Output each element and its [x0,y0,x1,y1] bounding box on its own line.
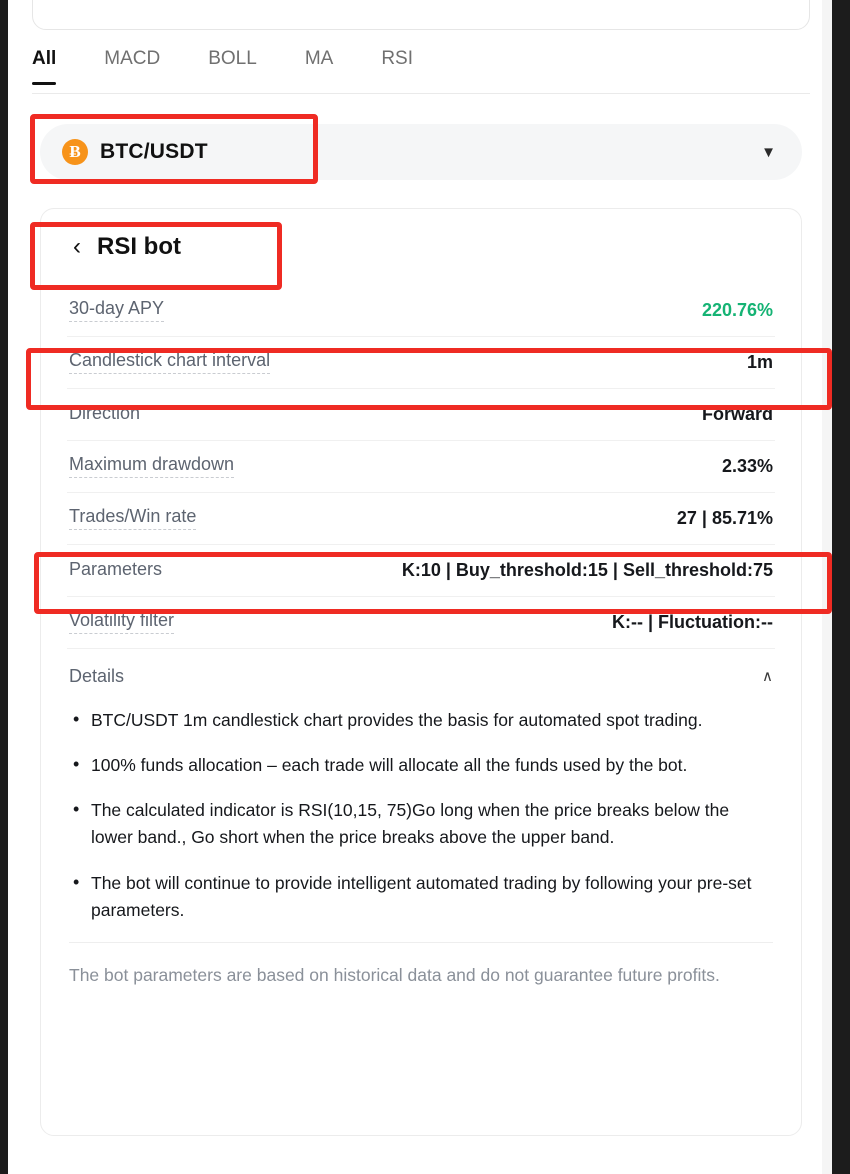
disclaimer-text: The bot parameters are based on historical data and do not guarantee future profits. [69,964,720,985]
row-value-direction: Forward [701,404,773,424]
tab-ma[interactable]: MA [304,48,334,69]
tab-macd[interactable]: MACD [104,48,161,69]
details-section-header[interactable] [67,649,775,703]
row-label-trades-win-rate: Trades/Win rate [69,507,196,530]
tab-rsi[interactable]: RSI [381,48,414,69]
details-title: Details [69,665,125,686]
list-item: • 100% funds allocation – each trade will allocate all the funds used by the bot. [69,752,773,779]
row-label-volatility-filter: Volatility filter [69,611,174,634]
row-label-apy: 30-day APY [69,299,164,322]
chevron-up-icon[interactable]: ∧ [762,668,773,685]
row-volatility-filter [67,597,775,649]
tab-boll[interactable]: BOLL [208,48,257,69]
row-value-trades-win-rate: 27 | 85.71% [676,508,773,528]
row-label-max-drawdown: Maximum drawdown [69,455,234,478]
row-value-parameters: K:10 | Buy_threshold:15 | Sell_threshold:75 [401,560,773,580]
row-value-apy: 220.76% [701,300,773,320]
row-value-candlestick-interval: 1m [746,352,773,372]
bot-header [67,209,775,285]
row-max-drawdown [67,441,775,493]
row-label-candlestick-interval: Candlestick chart interval [69,351,270,374]
right-gutter [832,0,850,1174]
row-trades-win-rate [67,493,775,545]
trading-pair-label: BTC/USDT [100,140,208,163]
row-value-max-drawdown: 2.33% [721,456,773,476]
chevron-down-icon[interactable]: ▼ [761,143,776,161]
strategy-tabs[interactable] [32,48,810,94]
row-label-direction: Direction [69,402,141,423]
details-list [67,707,775,924]
list-item: • The bot will continue to provide intelligent automated trading by following your pre-set parameters. [69,870,773,924]
left-gutter [0,0,8,1174]
row-candlestick-interval[interactable] [67,337,775,389]
trading-pair-selector[interactable] [40,124,802,180]
tab-all[interactable]: All [32,48,56,84]
top-partial-card [32,0,810,30]
list-item: • BTC/USDT 1m candlestick chart provides the basis for automated spot trading. [69,707,773,734]
main-content [8,0,822,1174]
bot-title: RSI bot [97,233,181,260]
row-direction [67,389,775,441]
row-apy [67,285,775,337]
back-chevron-icon[interactable]: ‹ [73,233,81,260]
row-parameters[interactable] [67,545,775,597]
bitcoin-icon: Ƀ [62,139,88,165]
row-value-volatility-filter: K:-- | Fluctuation:-- [612,612,773,632]
row-label-parameters: Parameters [69,558,163,579]
right-page-edge [822,0,832,1174]
list-item: • The calculated indicator is RSI(10,15, 75)Go long when the price breaks below the lower band., Go short when the price breaks above the upper band. [69,797,773,851]
bot-detail-card [40,208,802,1136]
